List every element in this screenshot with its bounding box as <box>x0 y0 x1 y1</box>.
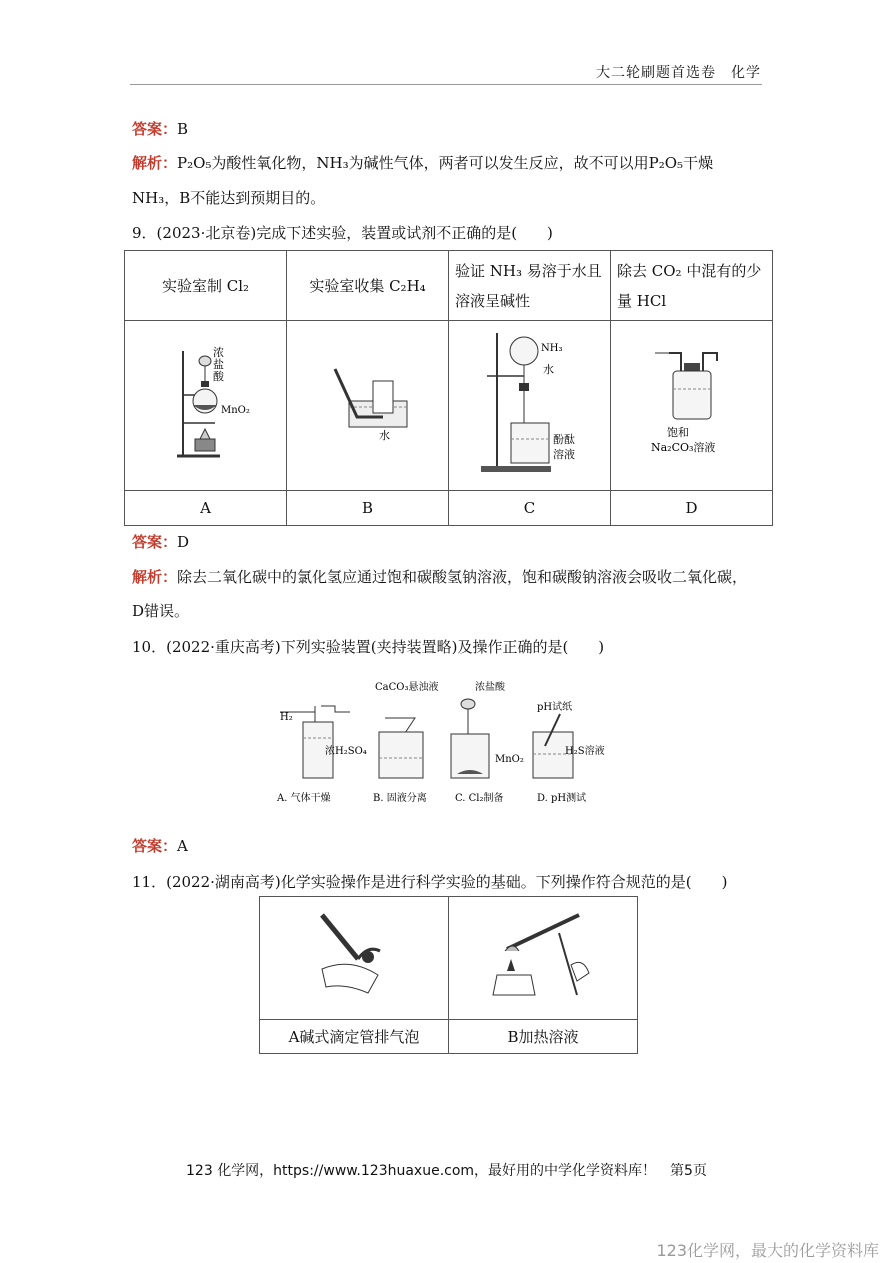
q9-analysis-cont: D错误。 <box>132 602 190 620</box>
q9-header-b: 实验室收集 C₂H₄ <box>287 251 449 321</box>
q9-answer <box>132 531 189 552</box>
q10-apparatus-d <box>533 701 605 804</box>
q10-answer <box>132 835 188 856</box>
q10-h2-label: H₂ <box>280 712 293 723</box>
q11-figure-b <box>449 897 638 1020</box>
q10-caption-b: B. 固液分离 <box>373 793 427 804</box>
answer-value: B <box>177 120 189 138</box>
q10-hcl-label: 浓盐酸 <box>475 682 505 693</box>
q9a-label-3: 酸 <box>213 370 224 383</box>
q9-header-a: 实验室制 Cl₂ <box>125 251 287 321</box>
q9a-label-1: 浓 <box>213 346 224 359</box>
q9d-label-2: Na₂CO₃溶液 <box>651 441 716 454</box>
q10-apparatus-b <box>373 680 438 804</box>
q11-table <box>259 896 638 1054</box>
running-header: 大二轮刷题首选卷 化学 <box>596 65 761 81</box>
analysis-label: 解析： <box>132 568 178 586</box>
q9-figure-b <box>287 321 449 491</box>
answer-label: 答案： <box>132 837 178 855</box>
q9-header-c: 验证 NH₃ 易溶于水且溶液呈碱性 <box>449 251 611 321</box>
q9a-label-4: MnO₂ <box>221 405 250 416</box>
q10-figure <box>275 676 615 808</box>
q10-apparatus-a <box>276 706 367 804</box>
q9c-label-4: 溶液 <box>553 448 575 461</box>
q9c-label-3: 酚酞 <box>553 433 575 446</box>
q10-caption-c: C. Cl₂制备 <box>455 793 504 804</box>
answer-label: 答案： <box>132 533 178 551</box>
answer-label: 答案： <box>132 120 178 138</box>
page-footer: 123 化学网，https://www.123huaxue.com，最好用的中学化学资料库！ 第5页 <box>186 1163 707 1179</box>
q9-figure-d <box>611 321 773 491</box>
q10-acid-label: 浓H₂SO₄ <box>325 746 367 757</box>
q9a-label-2: 盐 <box>213 358 224 371</box>
q11-stem: 11．(2022·湖南高考)化学实验操作是进行科学实验的基础。下列操作符合规范的是( ) <box>132 873 728 891</box>
answer-value: A <box>177 837 188 855</box>
q10-caption-a: A. 气体干燥 <box>277 793 331 804</box>
q11-option-a: A碱式滴定管排气泡 <box>260 1020 449 1054</box>
q9-option-a: A <box>125 491 287 526</box>
q9c-label-1: NH₃ <box>541 343 563 354</box>
prev-analysis-cont: NH₃，B不能达到预期目的。 <box>132 189 326 207</box>
analysis-text: 除去二氧化碳中的氯化氢应通过饱和碳酸氢钠溶液，饱和碳酸钠溶液会吸收二氧化碳， <box>177 568 748 586</box>
answer-value: D <box>177 533 190 551</box>
q9-header-d: 除去 CO₂ 中混有的少量 HCl <box>611 251 773 321</box>
watermark: 123化学网，最大的化学资料库 <box>656 1241 879 1260</box>
q9-figure-c <box>449 321 611 491</box>
q10-mno2-label: MnO₂ <box>495 754 524 765</box>
q9-option-c: C <box>449 491 611 526</box>
header-rule <box>130 84 762 85</box>
q10-caption-d: D. pH测试 <box>537 793 587 804</box>
q10-ph-label: pH试纸 <box>537 702 573 713</box>
q11-option-b: B加热溶液 <box>449 1020 638 1054</box>
analysis-label: 解析： <box>132 154 178 172</box>
q9b-label-1: 水 <box>379 429 390 442</box>
q9c-label-2: 水 <box>543 363 554 376</box>
q9-option-d: D <box>611 491 773 526</box>
analysis-text: P₂O₅为酸性氧化物，NH₃为碱性气体，两者可以发生反应，故不可以用P₂O₅干燥 <box>177 154 714 172</box>
q10-stem: 10．(2022·重庆高考)下列实验装置(夹持装置略)及操作正确的是( ) <box>132 638 605 656</box>
prev-answer <box>132 118 188 139</box>
q9-figure-a <box>125 321 287 491</box>
q10-apparatus-c <box>451 680 524 804</box>
q9-table <box>124 250 773 526</box>
q9-analysis <box>132 566 772 587</box>
q10-h2s-label: H₂S溶液 <box>565 746 605 757</box>
q9-option-b: B <box>287 491 449 526</box>
q10-caco3-label: CaCO₃悬浊液 <box>375 682 439 693</box>
prev-analysis <box>132 152 772 173</box>
q9-stem: 9．(2023·北京卷)完成下述实验，装置或试剂不正确的是( ) <box>132 224 553 242</box>
q11-figure-a <box>260 897 449 1020</box>
q9d-label-1: 饱和 <box>667 426 689 439</box>
